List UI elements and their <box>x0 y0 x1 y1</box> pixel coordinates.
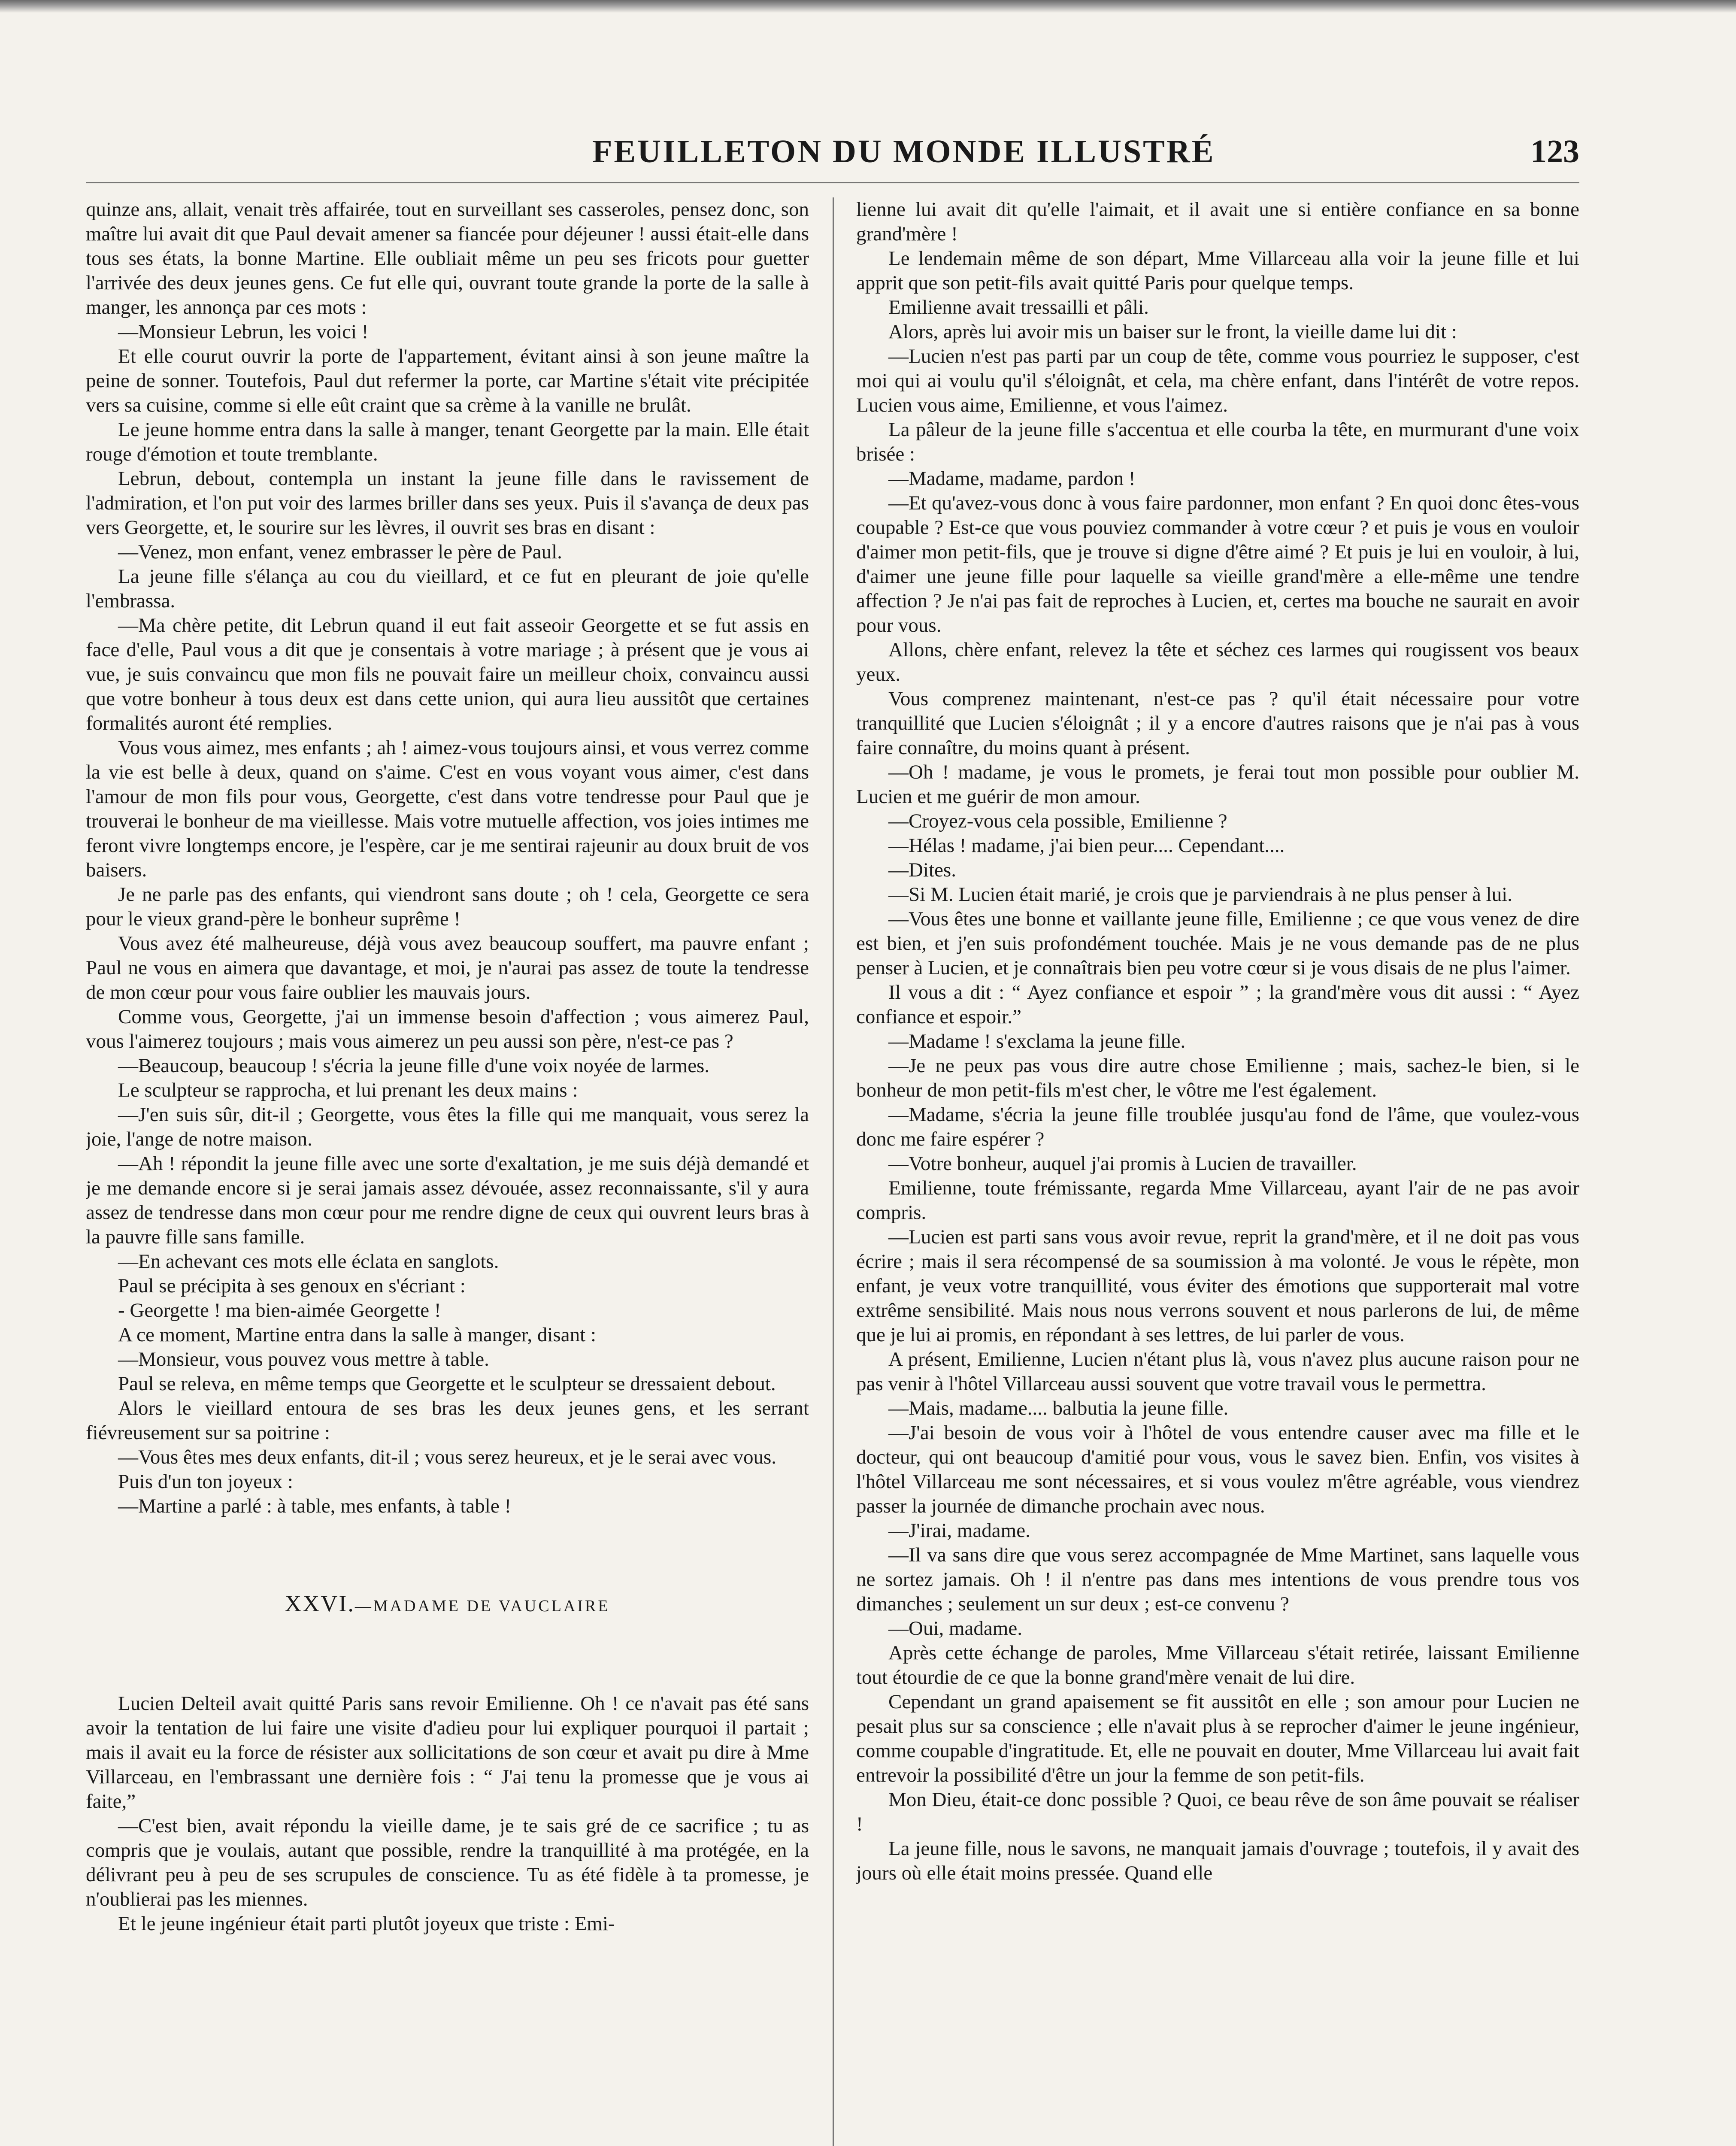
chapter-title: —MADAME DE VAUCLAIRE <box>354 1597 610 1615</box>
paragraph: —Si M. Lucien était marié, je crois que je parviendrais à ne plus penser à lui. <box>888 883 1512 906</box>
paragraph: —Monsieur, vous pouvez vous mettre à table. <box>118 1348 489 1370</box>
paragraph: —Il va sans dire que vous serez accompagnée de Mme Martinet, sans laquelle vous ne sortez jamais. Oh ! il n'entre pas dans mes intentions de vous prendre tous vos dimanches ; seulement un sur deux ; est-ce convenu ? <box>856 1544 1579 1615</box>
paragraph: A ce moment, Martine entra dans la salle à manger, disant : <box>118 1324 597 1346</box>
column-divider <box>833 197 834 2146</box>
paragraph: Emilienne, toute frémissante, regarda Mme Villarceau, ayant l'air de ne pas avoir compris. <box>856 1177 1579 1224</box>
paragraph: Et elle courut ouvrir la porte de l'appartement, évitant ainsi à son jeune maître la peine de sonner. Toutefois, Paul dut refermer la porte, car Martine s'était vite précipitée vers sa cuisine, comme si elle eût craint que sa crème à la vanille ne brulât. <box>86 345 809 416</box>
paragraph: Vous vous aimez, mes enfants ; ah ! aimez-vous toujours ainsi, et vous verrez comme la vie est belle à deux, quand on s'aime. C'est en vous voyant vous aimer, c'est dans l'amour de mon fils pour vous, Georgette, c'est dans votre tendresse pour Paul que je trouverai le bonheur de ma vieillesse. Mais votre mutuelle affection, vos joies intimes me feront vivre longtemps encore, je l'espère, car je me sentirai rajeunir au doux bruit de vos baisers. <box>86 737 809 881</box>
paragraph: quinze ans, allait, venait très affairée, tout en surveillant ses casseroles, pensez donc, son maître lui avait dit que Paul devait amener sa fiancée pour déjeuner ! aussi était-elle dans tous ses états, la bonne Martine. Elle oubliait même un peu ses fricots pour guetter l'arrivée des deux jeunes gens. Ce fut elle qui, ouvrant toute grande la porte de la salle à manger, les annonça par ces mots : <box>86 198 809 318</box>
paragraph: —Et qu'avez-vous donc à vous faire pardonner, mon enfant ? En quoi donc êtes-vous coupable ? Est-ce que vous pouviez commander à votre cœur ? et puis je vous en vouloir d'aimer mon petit-fils, que je trouve si digne d'être aimé ? Et puis je lui en vouloir, à lui, d'aimer une jeune fille pour laquelle sa vieille grand'mère a elle-même une tendre affection ? Je n'ai pas fait de reproches à Lucien, et, certes ma bouche ne saurait en avoir pour vous. <box>856 492 1579 637</box>
paragraph: Alors, après lui avoir mis un baiser sur le front, la vieille dame lui dit : <box>888 321 1457 343</box>
chapter-number: XXVI. <box>285 1591 355 1616</box>
paragraph: —Mais, madame.... balbutia la jeune fille. <box>888 1397 1229 1419</box>
paragraph: —Dites. <box>888 859 956 881</box>
paragraph: Cependant un grand apaisement se fit aussitôt en elle ; son amour pour Lucien ne pesait plus sur sa conscience ; elle n'avait plus à se reprocher d'aimer le jeune ingénieur, comme coupable d'ingratitude. Et, elle ne pouvait en douter, Mme Villarceau lui avait fait entrevoir la possibilité d'être un jour la femme de son petit-fils. <box>856 1691 1579 1786</box>
paragraph: —J'en suis sûr, dit-il ; Georgette, vous êtes la fille qui me manquait, vous serez la joie, l'ange de notre maison. <box>86 1103 809 1150</box>
paragraph: Le sculpteur se rapprocha, et lui prenant les deux mains : <box>118 1079 578 1101</box>
paragraph: —Vous êtes une bonne et vaillante jeune fille, Emilienne ; ce que vous venez de dire est bien, et j'en suis profondément touchée. Mais je ne vous demande pas de ne plus penser à Lucien, et je connaîtrais bien peu votre cœur si je vous disais de ne plus l'aimer. <box>856 908 1579 979</box>
paragraph: Le jeune homme entra dans la salle à manger, tenant Georgette par la main. Elle était rouge d'émotion et toute tremblante. <box>86 418 809 465</box>
page-number: 123 <box>1530 133 1579 170</box>
left-column <box>86 197 809 2146</box>
paragraph: —Vous êtes mes deux enfants, dit-il ; vous serez heureux, et je le serai avec vous. <box>118 1446 777 1468</box>
columns-wrapper <box>86 129 1579 2146</box>
paragraph: Vous comprenez maintenant, n'est-ce pas ? qu'il était nécessaire pour votre tranquillité que Lucien s'éloignât ; il y a encore d'autres raisons que je n'ai pas à vous faire connaître, du moins quant à présent. <box>856 688 1579 759</box>
paragraph: Paul se précipita à ses genoux en s'écriant : <box>118 1275 466 1297</box>
paragraph: —Beaucoup, beaucoup ! s'écria la jeune fille d'une voix noyée de larmes. <box>118 1055 710 1077</box>
paragraph: Alors le vieillard entoura de ses bras les deux jeunes gens, et les serrant fiévreusement sur sa poitrine : <box>86 1397 809 1444</box>
paragraph: —Martine a parlé : à table, mes enfants, à table ! <box>118 1495 512 1517</box>
paragraph: Et le jeune ingénieur était parti plutôt joyeux que triste : Emi- <box>118 1913 615 1935</box>
paragraph: lienne lui avait dit qu'elle l'aimait, et il avait une si entière confiance en sa bonne grand'mère ! <box>856 198 1579 245</box>
paragraph: - Georgette ! ma bien-aimée Georgette ! <box>118 1299 441 1322</box>
paragraph: Mon Dieu, était-ce donc possible ? Quoi, ce beau rêve de son âme pouvait se réaliser ! <box>856 1788 1579 1835</box>
chapter-heading <box>86 1591 809 1619</box>
paragraph: —Madame, madame, pardon ! <box>888 467 1136 490</box>
paragraph: La jeune fille, nous le savons, ne manquait jamais d'ouvrage ; toutefois, il y avait des jours où elle était moins pressée. Quand elle <box>856 1837 1579 1884</box>
paragraph: La pâleur de la jeune fille s'accentua et elle courba la tête, en murmurant d'une voix brisée : <box>856 418 1579 465</box>
paragraph: —Venez, mon enfant, venez embrasser le père de Paul. <box>118 541 562 563</box>
paragraph: —C'est bien, avait répondu la vieille dame, je te sais gré de ce sacrifice ; tu as compris que je voulais, autant que possible, rendre la tranquillité à ma protégée, en la délivrant peu à peu de ses scrupules de conscience. Tu as été fidèle à ta promesse, je n'oublierai pas les miennes. <box>86 1815 809 1910</box>
paragraph: Le lendemain même de son départ, Mme Villarceau alla voir la jeune fille et lui apprit que son petit-fils avait quitté Paris pour quelque temps. <box>856 247 1579 294</box>
paragraph: —Oh ! madame, je vous le promets, je ferai tout mon possible pour oublier M. Lucien et me guérir de mon amour. <box>856 761 1579 808</box>
paragraph: Puis d'un ton joyeux : <box>118 1470 293 1493</box>
paragraph: —Votre bonheur, auquel j'ai promis à Lucien de travailler. <box>888 1152 1357 1175</box>
paragraph: —Lucien est parti sans vous avoir revue, reprit la grand'mère, et il ne doit pas vous écrire ; mais il sera récompensé de sa soumission à ma volonté. Je vous le répète, mon enfant, je veux votre tranquillité, vous éviter des émotions que supporterait mal votre extrême sensibilité. Mais nous nous verrons souvent et nous parlerons de lui, de même que je lui ai promis, en répondant à ses lettres, de lui parler de vous. <box>856 1226 1579 1346</box>
paragraph: —Hélas ! madame, j'ai bien peur.... Cependant.... <box>888 834 1285 857</box>
paragraph: —Ma chère petite, dit Lebrun quand il eut fait asseoir Georgette et se fut assis en face d'elle, Paul vous a dit que je consentais à votre mariage ; à présent que je vous ai vue, je suis convaincu que mon fils ne pouvait faire un meilleur choix, convaincu aussi que votre bonheur à tous deux est dans cette union, qui aura lieu aussitôt que certaines formalités auront été remplies. <box>86 614 809 734</box>
paragraph: Emilienne avait tressailli et pâli. <box>888 296 1149 318</box>
paragraph: Lucien Delteil avait quitté Paris sans revoir Emilienne. Oh ! ce n'avait pas été sans avoir la tentation de lui faire une visite d'adieu pour lui expliquer pourquoi il partait ; mais il avait eu la force de résister aux sollicitations de son cœur et avait pu dire à Mme Villarceau, en l'embrassant une dernière fois : “ J'ai tenu la promesse que je vous ai faite,” <box>86 1692 809 1813</box>
paragraph: Je ne parle pas des enfants, qui viendront sans doute ; oh ! cela, Georgette ce sera pour le vieux grand-père le bonheur suprême ! <box>86 883 809 930</box>
paragraph: —J'irai, madame. <box>888 1519 1030 1542</box>
paragraph: —Oui, madame. <box>888 1617 1022 1640</box>
paragraph: La jeune fille s'élança au cou du vieillard, et ce fut en pleurant de joie qu'elle l'embrassa. <box>86 565 809 612</box>
paragraph: Il vous a dit : “ Ayez confiance et espoir ” ; la grand'mère vous dit aussi : “ Ayez confiance et espoir.” <box>856 981 1579 1028</box>
paragraph: Allons, chère enfant, relevez la tête et séchez ces larmes qui rougissent vos beaux yeux. <box>856 639 1579 685</box>
right-column <box>856 197 1579 2146</box>
paragraph: —Madame ! s'exclama la jeune fille. <box>888 1030 1186 1052</box>
paragraph: —Ah ! répondit la jeune fille avec une sorte d'exaltation, je me suis déjà demandé et je me demande encore si je serai jamais assez dévouée, assez reconnaissante, s'il y aura assez de tendresse dans mon cœur pour me rendre digne de ceux qui ouvrent leurs bras à la pauvre fille sans famille. <box>86 1152 809 1248</box>
paragraph: —En achevant ces mots elle éclata en sanglots. <box>118 1250 499 1273</box>
paragraph: Lebrun, debout, contempla un instant la jeune fille dans le ravissement de l'admiration, et l'on put voir des larmes briller dans ses yeux. Puis il s'avança de deux pas vers Georgette, et, le sourire sur les lèvres, il ouvrit ses bras en disant : <box>86 467 809 539</box>
paragraph: —Lucien n'est pas parti par un coup de tête, comme vous pourriez le supposer, c'est moi qui ai voulu qu'il s'éloignât, et cela, ma chère enfant, dans l'intérêt de votre repos. Lucien vous aime, Emilienne, et vous l'aimez. <box>856 345 1579 416</box>
paragraph: —Madame, s'écria la jeune fille troublée jusqu'au fond de l'âme, que voulez-vous donc me faire espérer ? <box>856 1103 1579 1150</box>
paragraph: —Croyez-vous cela possible, Emilienne ? <box>888 810 1227 832</box>
top-edge-shadow <box>0 0 1736 13</box>
paragraph: Vous avez été malheureuse, déjà vous avez beaucoup souffert, ma pauvre enfant ; Paul ne vous en aimera que davantage, et moi, je n'aurai pas assez de toute la tendresse de mon cœur pour vous faire oublier les mauvais jours. <box>86 932 809 1003</box>
paragraph: A présent, Emilienne, Lucien n'étant plus là, vous n'avez plus aucune raison pour ne pas venir à l'hôtel Villarceau aussi souvent que votre travail vous le permettra. <box>856 1348 1579 1395</box>
paragraph: Paul se releva, en même temps que Georgette et le sculpteur se dressaient debout. <box>118 1373 776 1395</box>
paragraph: Après cette échange de paroles, Mme Villarceau s'était retirée, laissant Emilienne tout étourdie de ce que la bonne grand'mère venait de lui dire. <box>856 1642 1579 1688</box>
running-title: FEUILLETON DU MONDE ILLUSTRÉ <box>592 133 1215 170</box>
paragraph: Comme vous, Georgette, j'ai un immense besoin d'affection ; vous aimerez Paul, vous l'aimerez toujours ; mais vous aimerez un peu aussi son père, n'est-ce pas ? <box>86 1006 809 1052</box>
paragraph: —Je ne peux pas vous dire autre chose Emilienne ; mais, sachez-le bien, si le bonheur de mon petit-fils m'est cher, le vôtre me l'est également. <box>856 1055 1579 1101</box>
paragraph: —Monsieur Lebrun, les voici ! <box>118 321 369 343</box>
paragraph: —J'ai besoin de vous voir à l'hôtel de vous entendre causer avec ma fille et le docteur, qui ont beaucoup d'amitié pour vous, vous le savez bien. Enfin, vos visites à l'hôtel Villarceau me sont nécessaires, et si vous voulez m'être agréable, vous viendrez passer la journée de dimanche prochain avec nous. <box>856 1422 1579 1517</box>
